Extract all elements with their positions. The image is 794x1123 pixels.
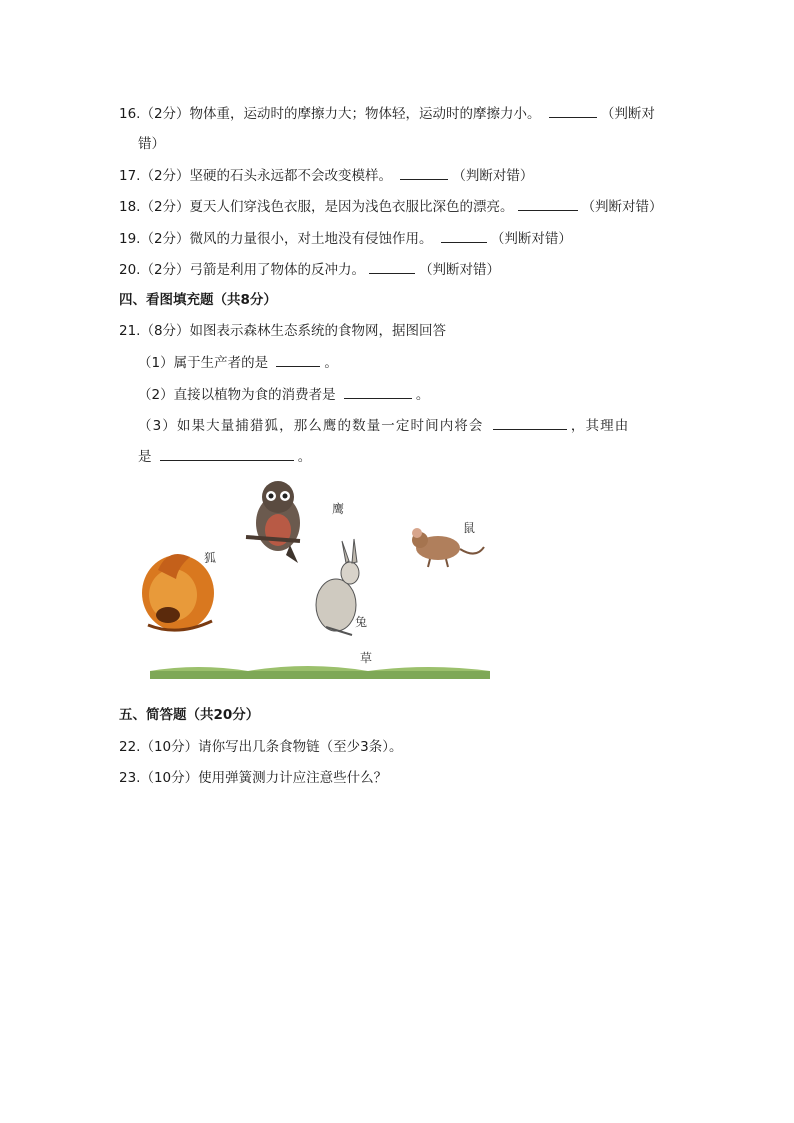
- question-21: 21.（8分）如图表示森林生态系统的食物网，据图回答: [119, 323, 447, 339]
- section-heading-4: 四、看图填充题（共8分）: [119, 292, 277, 308]
- question-21-sub3-cont: [138, 446, 311, 467]
- answer-blank[interactable]: [160, 446, 294, 461]
- question-16: [119, 103, 655, 124]
- answer-blank[interactable]: [493, 415, 567, 430]
- question-16-cont: [138, 134, 165, 154]
- food-web-illustration: [138, 475, 493, 690]
- question-16-suffix: （判断对: [600, 106, 655, 122]
- answer-blank[interactable]: [549, 103, 597, 118]
- question-21-sub3: [138, 415, 629, 436]
- question-17-suffix: （判断对错）: [452, 168, 534, 184]
- sub3-text: （3）如果大量捕猎狐，那么鹰的数量一定时间内将会: [138, 418, 484, 434]
- label-rabbit: 兔: [355, 615, 368, 629]
- question-16-text: 16.（2分）物体重，运动时的摩擦力大；物体轻，运动时的摩擦力小。: [119, 106, 541, 122]
- question-18: [119, 196, 663, 217]
- period: 。: [415, 387, 430, 403]
- question-21-sub2: [138, 384, 429, 405]
- sub2-text: （2）直接以植物为食的消费者是: [138, 387, 336, 403]
- question-18-suffix: （判断对错）: [581, 199, 663, 215]
- label-eagle: 鹰: [332, 502, 345, 516]
- period: 。: [297, 449, 312, 465]
- food-web-figure: [138, 475, 493, 690]
- question-20: [119, 259, 500, 280]
- question-19-text: 19.（2分）微风的力量很小，对土地没有侵蚀作用。: [119, 231, 433, 247]
- question-22: 22.（10分）请你写出几条食物链（至少3条）。: [119, 739, 403, 755]
- question-17: [119, 165, 533, 186]
- question-19-suffix: （判断对错）: [490, 231, 572, 247]
- rabbit-illustration: [316, 539, 359, 635]
- question-23: 23.（10分）使用弹簧测力计应注意些什么？: [119, 770, 388, 786]
- section-heading-5: 五、简答题（共20分）: [119, 707, 260, 723]
- answer-blank[interactable]: [441, 228, 487, 243]
- question-18-text: 18.（2分）夏天人们穿浅色衣服，是因为浅色衣服比深色的漂亮。: [119, 199, 514, 215]
- label-mouse: 鼠: [463, 521, 476, 535]
- sub3-is: 是: [138, 449, 152, 465]
- period: 。: [324, 355, 338, 371]
- eagle-illustration: [246, 481, 300, 563]
- answer-blank[interactable]: [400, 165, 448, 180]
- label-grass: 草: [360, 651, 373, 665]
- question-20-suffix: （判断对错）: [419, 262, 501, 278]
- answer-blank[interactable]: [369, 259, 415, 274]
- answer-blank[interactable]: [518, 196, 578, 211]
- grass-illustration: [150, 666, 490, 679]
- question-19: [119, 228, 572, 249]
- question-21-sub1: [138, 352, 338, 373]
- question-20-text: 20.（2分）弓箭是利用了物体的反冲力。: [119, 262, 366, 278]
- question-17-text: 17.（2分）坚硬的石头永远都不会改变模样。: [119, 168, 393, 184]
- label-fox: 狐: [204, 551, 217, 565]
- question-16-suffix2: 错）: [138, 136, 165, 152]
- sub1-text: （1）属于生产者的是: [138, 355, 269, 371]
- answer-blank[interactable]: [344, 384, 412, 399]
- sub3-reason: ，其理由: [570, 418, 630, 434]
- answer-blank[interactable]: [276, 352, 320, 367]
